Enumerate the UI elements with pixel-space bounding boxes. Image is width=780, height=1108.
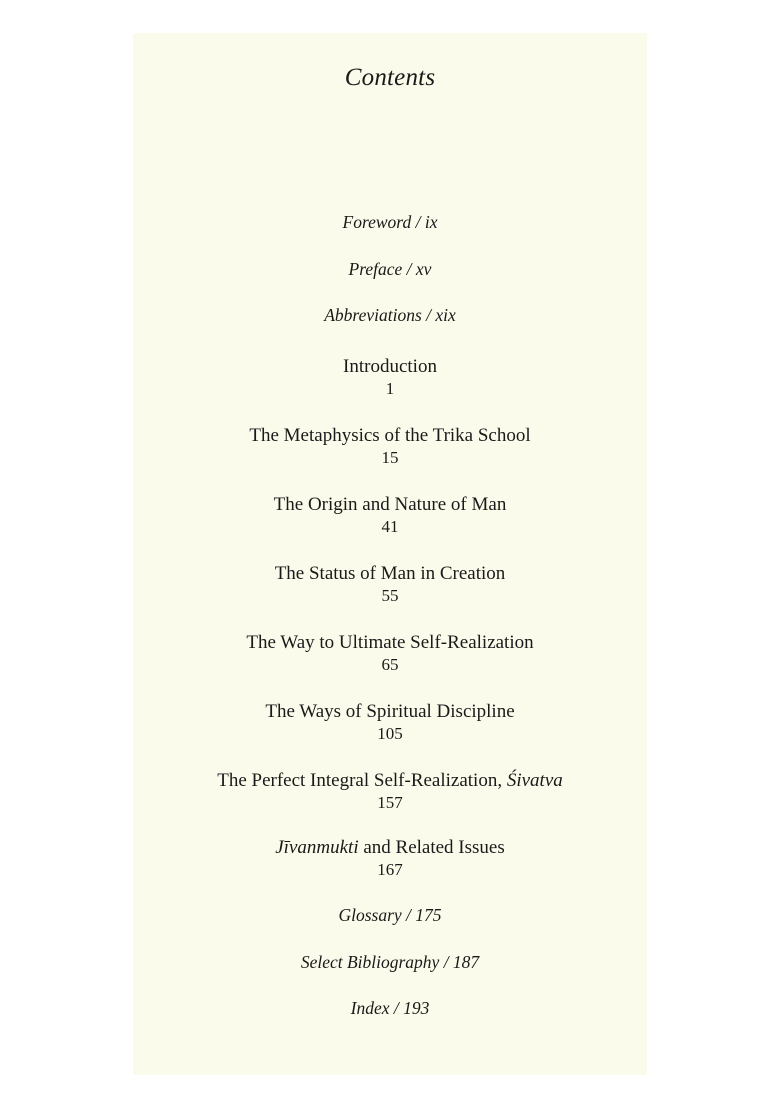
chapter-page-number: 105 (377, 724, 403, 743)
chapter-title: The Way to Ultimate Self-Realization (246, 632, 534, 653)
page-title: Contents (344, 64, 436, 91)
chapter-page-number: 65 (381, 655, 399, 674)
chapter-title: Introduction (343, 356, 437, 377)
toc-entry-glossary[interactable]: Glossary / 175 (338, 905, 442, 925)
toc-entry-foreword[interactable]: Foreword / ix (342, 212, 438, 232)
chapter-page-number: 55 (381, 586, 399, 605)
chapter-title (275, 837, 505, 858)
chapter-title: The Metaphysics of the Trika School (249, 425, 531, 446)
toc-chapter-status-of-man[interactable] (0, 562, 780, 607)
chapter-title-plain: and Related Issues (358, 837, 505, 858)
chapter-page-number: 15 (381, 448, 399, 467)
chapter-title: The Origin and Nature of Man (273, 494, 507, 515)
chapter-title (217, 770, 563, 791)
toc-entry-preface[interactable]: Preface / xv (348, 259, 432, 279)
chapter-title-plain: The Perfect Integral Self-Realization, (217, 770, 507, 791)
toc-chapter-jivanmukti[interactable] (0, 836, 780, 881)
toc-chapter-ultimate-self-realization[interactable] (0, 631, 780, 676)
toc-entry-abbreviations[interactable]: Abbreviations / xix (324, 305, 456, 325)
toc-chapter-metaphysics[interactable] (0, 424, 780, 469)
chapter-page-number: 157 (377, 793, 403, 812)
toc-chapter-introduction[interactable] (0, 355, 780, 400)
chapter-title-italic: Śivatva (506, 770, 563, 791)
toc-chapter-perfect-integral[interactable] (0, 769, 780, 814)
chapter-page-number: 167 (377, 860, 403, 879)
toc-chapter-spiritual-discipline[interactable] (0, 700, 780, 745)
toc-entry-bibliography[interactable]: Select Bibliography / 187 (300, 952, 480, 972)
chapter-title: The Status of Man in Creation (274, 563, 506, 584)
chapter-page-number: 1 (385, 379, 395, 398)
chapter-title-italic: Jīvanmukti (275, 837, 359, 858)
toc-chapter-origin-nature[interactable] (0, 493, 780, 538)
chapter-page-number: 41 (381, 517, 399, 536)
chapter-title: The Ways of Spiritual Discipline (265, 701, 515, 722)
toc-entry-index[interactable]: Index / 193 (350, 998, 430, 1018)
